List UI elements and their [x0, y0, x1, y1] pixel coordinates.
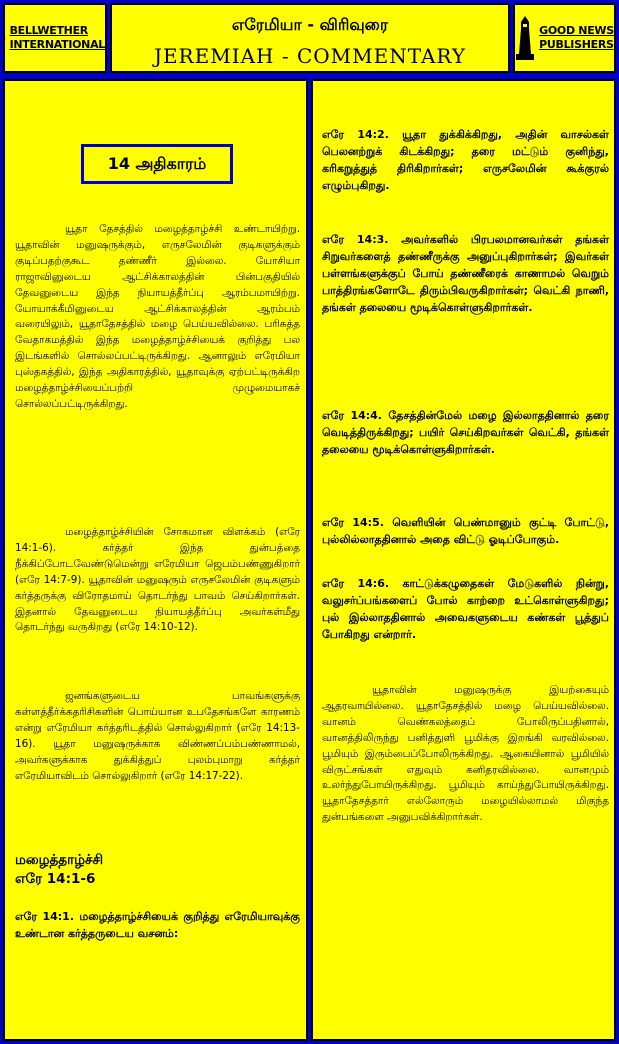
logo-left-line2: INTERNATIONAL — [9, 38, 105, 51]
title-tamil: எரேமியா - விரிவுரை — [231, 15, 389, 34]
summary-paragraph: மழைத்தாழ்ச்சியின் சோகமான விளக்கம் (எரே 14:1-6). கர்த்தர் இந்த துன்பத்தை நீக்கிப்போடவேண்டுமென்று எரேமியா ஜெபம்பண்ணுகிறார் (எரே 14:7-9). யூதாவின் மனுஷரும் எருசலேமின் குடிகளும் கர்த்தருக்கு விரோதமாய் தொடர்ந்து பாவம் செய்கிறார்கள். இதனால் தேவனுடைய நியாயத்தீர்ப்பு அவர்கள்மீது தொடர்ந்து வருகிறது (எரே 14:10-12). — [15, 526, 300, 634]
section-title-line1: மழைத்தாழ்ச்சி — [15, 852, 104, 868]
section-title — [15, 851, 300, 889]
verse-14-5: எரே 14:5. வெளியின் பெண்மானும் குட்டி போட்டு, புல்லில்லாததினால் அதை விட்டு ஓடிப்போகும். — [322, 516, 609, 546]
bellwether-logo-text — [10, 24, 105, 52]
left-column — [3, 79, 308, 1041]
title-english: JEREMIAH - COMMENTARY — [153, 44, 467, 68]
section-title-line2: எரே 14:1-6 — [15, 871, 96, 887]
bell-tower-icon — [5, 16, 6, 60]
good-news-publishers-logo — [513, 3, 616, 73]
logo-right-line2: PUBLISHERS — [539, 38, 614, 51]
verse-14-1: எரே 14:1. மழைத்தாழ்ச்சியைக் குறித்து எரேமியாவுக்கு உண்டான கர்த்தருடைய வசனம்: — [15, 910, 300, 940]
commentary-paragraph: யூதாவின் மனுஷருக்கு இயற்கையும் ஆதரவாயில்லை. யூதாதேசத்தில் மழை பெய்யவில்லை. வானம் வெண்கலத்தைப் போலிருப்பதினால், வானத்திலிருந்து பனித்துளி பூமிக்கு இறங்கி வரவில்லை. பூமியும் இரும்பைப்போலிருக்கிறது. ஆகையினால் பூமியில் விருட்சங்கள் எதுவும் கனிதரவில்லை. வானமும் உலர்ந்துபோயிருக்கிறது. பூமியும் காய்ந்துபோயிருக்கிறது. யூதாதேசத்தார் எல்லோரும் மழையில்லாமல் மிகுந்த துன்பங்களை அனுபவிக்கிறார்கள். — [322, 684, 609, 824]
right-column — [311, 79, 616, 1041]
page-header — [110, 3, 510, 73]
intro-paragraph: யூதா தேசத்தில் மழைத்தாழ்ச்சி உண்டாயிற்று. யூதாவின் மனுஷருக்கும், எருசலேமின் குடிகளுக்கும் குடிப்பதற்குகூட தண்ணீர் இல்லை. யோசியா ராஜாவினுடைய ஆட்சிக்காலத்தின் பின்பகுதியில் தேவனுடைய இந்த நியாயத்தீர்ப்பு ஆரம்பமாயிற்று. யோயாக்கீமினுடைய ஆட்சிக்காலத்தின் ஆரம்பம் வரையிலும், யூதாதேசத்தில் மழை பெய்யவில்லை. பரிசுத்த வேதாகமத்தில் இந்த மழைத்தாழ்ச்சியைக் குறித்து பல இடங்களில் சொல்லப்பட்டிருக்கிறது. ஆனாலும் எரேமியா புஸ்தகத்தில், இந்த அதிகாரத்தில், யூதாவுக்கு ஏற்பட்டிருக்கிற மழைத்தாழ்ச்சியைப்பற்றி முழுமையாகச் சொல்லப்பட்டிருக்கிறது. — [15, 223, 300, 410]
verse-14-4: எரே 14:4. தேசத்தின்மேல் மழை இல்லாததினால் தரை வெடித்திருக்கிறது; பயிர் செய்கிறவர்கள் வெட்கி, தங்கள் தலையை மூடிக்கொள்ளுகிறார்கள். — [322, 409, 609, 456]
verse-14-2: எரே 14:2. யூதா துக்கிக்கிறது, அதின் வாசல்கள் பெலனற்றுக் கிடக்கிறது; தரை மட்டும் குனிந்து, கரிகறுத்துத் திரிகிறார்கள்; எருசலேமின் கூக்குரல் எழும்புகிறது. — [322, 128, 609, 192]
prophets-paragraph: ஜனங்களுடைய பாவங்களுக்கு கள்ளத்தீர்க்கதரிசிகளின் பொய்யான உபதேசங்களே காரணம் என்று எரேமியா கர்த்தரிடத்தில் சொல்லுகிறார் (எரே 14:13-16). யூதா மனுஷருக்காக விண்ணப்பம்பண்ணாமல், அவர்களுக்காக துக்கித்துப் புலம்புமாறு கர்த்தர் எரேமியாவிடம் சொல்லுகிறார் (எரே 14:17-22). — [15, 690, 300, 782]
verse-14-3: எரே 14:3. அவர்களில் பிரபலமானவர்கள் தங்கள் சிறுவர்களைத் தண்ணீருக்கு அனுப்புகிறார்கள்; இவர்கள் பள்ளங்களுக்குப் போய் தண்ணீரைக் காணாமல் வெறும் பாத்திரங்களோடே திரும்பிவருகிறார்கள்; வெட்கி நாணி, தங்கள் தலையை மூடிக்கொள்ளுகிறார்கள். — [322, 233, 609, 314]
good-news-logo-text — [539, 24, 614, 52]
chapter-label: 14 அதிகாரம் — [81, 144, 233, 184]
logo-right-line1: GOOD NEWS — [539, 24, 614, 37]
bellwether-logo — [3, 3, 107, 73]
lighthouse-icon — [515, 16, 535, 60]
logo-left-line1: BELLWETHER — [9, 24, 88, 37]
verse-14-6: எரே 14:6. காட்டுக்கழுதைகள் மேடுகளில் நின்று, வலுசர்ப்பங்களைப் போல் காற்றை உட்கொள்ளுகிறது; புல் இல்லாததினால் அவைகளுடைய கண்கள் பூத்துப் போகிறது என்றார். — [322, 577, 609, 641]
